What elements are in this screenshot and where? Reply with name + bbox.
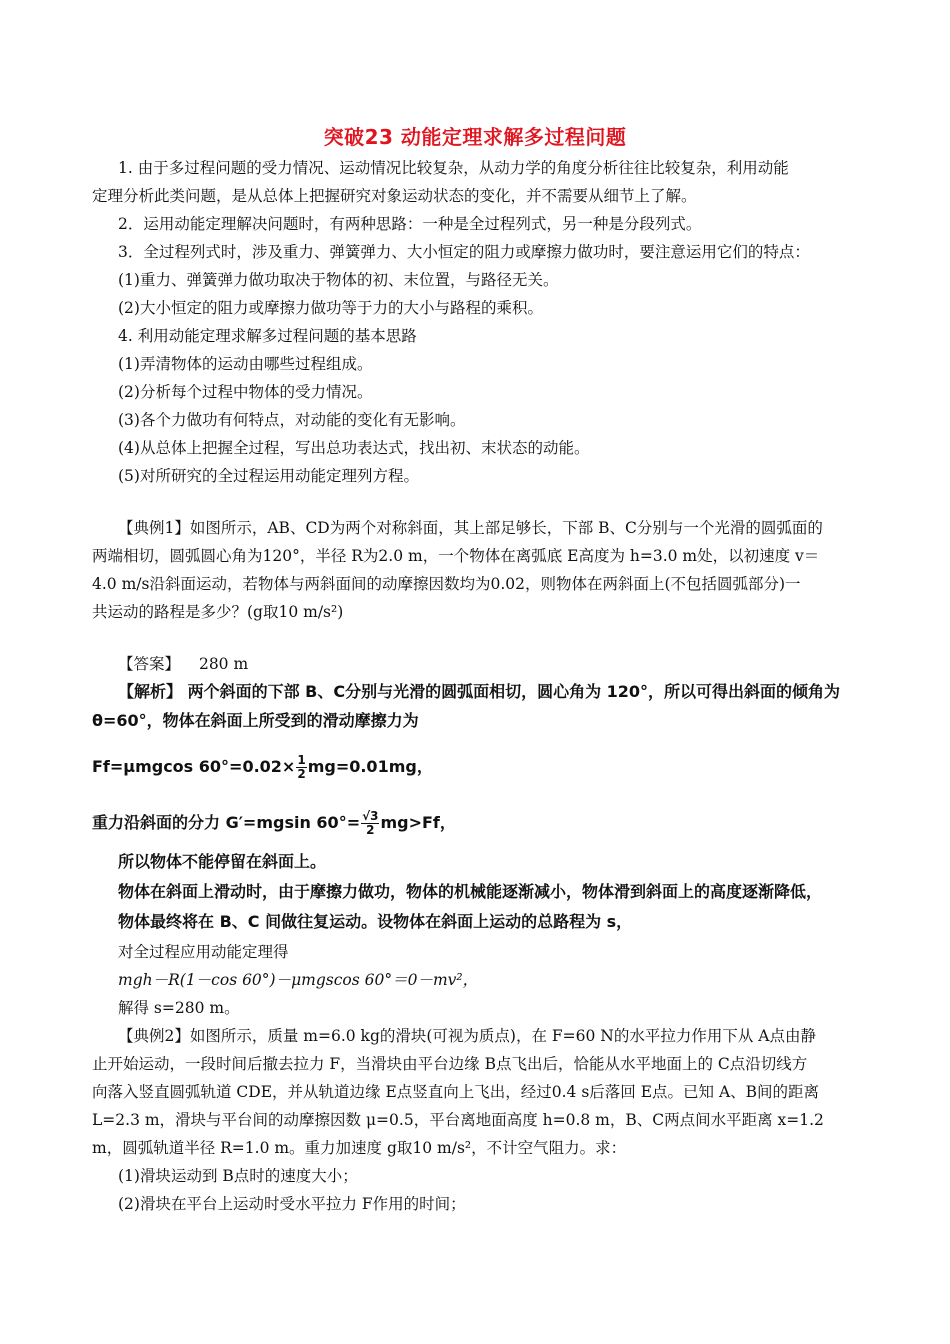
intro-line-11: (4)从总体上把握全过程，写出总功表达式，找出初、末状态的动能。 <box>118 439 590 457</box>
example1-line-2: 两端相切，圆弧圆心角为120°，半径 R为2.0 m，一个物体在离弧底 E高度为 h=3.0 m处，以初速度 v＝ <box>92 547 820 565</box>
intro-line-7: 4. 利用动能定理求解多过程问题的基本思路 <box>118 327 417 345</box>
analysis-line-2: θ=60°，物体在斜面上所受到的滑动摩擦力为 <box>92 711 419 730</box>
analysis-line-1: 【解析】 两个斜面的下部 B、C分别与光滑的圆弧面相切，圆心角为 120°，所以可得出斜面的倾角为 <box>118 682 841 701</box>
intro-line-12: (5)对所研究的全过程运用动能定理列方程。 <box>118 467 419 485</box>
fraction-sqrt3-half: $\frac{√3}{2}$ <box>362 809 379 837</box>
example2-line-3: 向落入竖直圆弧轨道 CDE，并从轨道边缘 E点竖直向上飞出，经过0.4 s后落回 E点。已知 A、B间的距离 <box>92 1083 820 1101</box>
fraction-half: $\frac{1}{2}$ <box>297 753 306 781</box>
example2-line-4: L=2.3 m，滑块与平台间的动摩擦因数 μ=0.5，平台离地面高度 h=0.8 m，B、C两点间水平距离 x=1.2 <box>92 1111 824 1129</box>
equation-friction: Ff=μmgcos 60°=0.02× $\frac{1}{2}$ mg=0.01mg， <box>92 753 433 781</box>
example2-line-1: 【典例2】如图所示，质量 m=6.0 kg的滑块(可视为质点)，在 F=60 N的水平拉力作用下从 A点由静 <box>118 1027 816 1045</box>
intro-line-10: (3)各个力做功有何特点，对动能的变化有无影响。 <box>118 411 466 429</box>
intro-line-9: (2)分析每个过程中物体的受力情况。 <box>118 383 373 401</box>
example2-question-1: (1)滑块运动到 B点时的速度大小； <box>118 1167 358 1185</box>
analysis-line-3: 所以物体不能停留在斜面上。 <box>118 852 327 871</box>
analysis-line-6: 对全过程应用动能定理得 <box>118 943 289 961</box>
answer-label: 【答案】 <box>118 655 181 673</box>
analysis-line-4: 物体在斜面上滑动时，由于摩擦力做功，物体的机械能逐渐减小，物体滑到斜面上的高度逐渐降低， <box>118 882 823 901</box>
example2-question-2: (2)滑块在平台上运动时受水平拉力 F作用的时间； <box>118 1195 466 1213</box>
example1-line-4: 共运动的路程是多少？(g取10 m/s²) <box>92 603 344 621</box>
answer-value: 280 m <box>198 655 249 673</box>
analysis-line-5: 物体最终将在 B、C 间做往复运动。设物体在斜面上运动的总路程为 s， <box>118 912 633 931</box>
example1-line-3: 4.0 m/s沿斜面运动，若物体与两斜面间的动摩擦因数均为0.02，则物体在两斜面上(不包括圆弧部分)一 <box>92 575 801 593</box>
intro-line-1: 1. 由于多过程问题的受力情况、运动情况比较复杂，从动力学的角度分析往往比较复杂，利用动能 <box>118 159 789 177</box>
page-title: 突破23 动能定理求解多过程问题 <box>323 125 627 149</box>
analysis-equation: mgh－R(1－cos 60°)－μmgscos 60°＝0－mv²， <box>118 971 479 989</box>
intro-line-2: 定理分析此类问题，是从总体上把握研究对象运动状态的变化，并不需要从细节上了解。 <box>92 187 697 205</box>
example1-line-1: 【典例1】如图所示，AB、CD为两个对称斜面，其上部足够长，下部 B、C分别与一个光滑的圆弧面的 <box>118 519 823 537</box>
answer-line <box>118 654 898 674</box>
intro-line-3: 2．运用动能定理解决问题时，有两种思路：一种是全过程列式，另一种是分段列式。 <box>118 215 702 233</box>
intro-line-5: (1)重力、弹簧弹力做功取决于物体的初、末位置，与路径无关。 <box>118 271 559 289</box>
intro-line-8: (1)弄清物体的运动由哪些过程组成。 <box>118 355 373 373</box>
intro-line-4: 3．全过程列式时，涉及重力、弹簧弹力、大小恒定的阻力或摩擦力做功时，要注意运用它们的特点： <box>118 243 810 261</box>
equation-gravity-component: 重力沿斜面的分力 G′=mgsin 60°= $\frac{√3}{2}$ mg>Ff， <box>92 809 456 837</box>
example2-line-5: m，圆弧轨道半径 R=1.0 m。重力加速度 g取10 m/s²，不计空气阻力。求： <box>92 1139 627 1157</box>
example2-line-2: 止开始运动，一段时间后撤去拉力 F，当滑块由平台边缘 B点飞出后，恰能从水平地面上的 C点沿切线方 <box>92 1055 808 1073</box>
analysis-result: 解得 s=280 m。 <box>118 999 240 1017</box>
intro-line-6: (2)大小恒定的阻力或摩擦力做功等于力的大小与路程的乘积。 <box>118 299 543 317</box>
